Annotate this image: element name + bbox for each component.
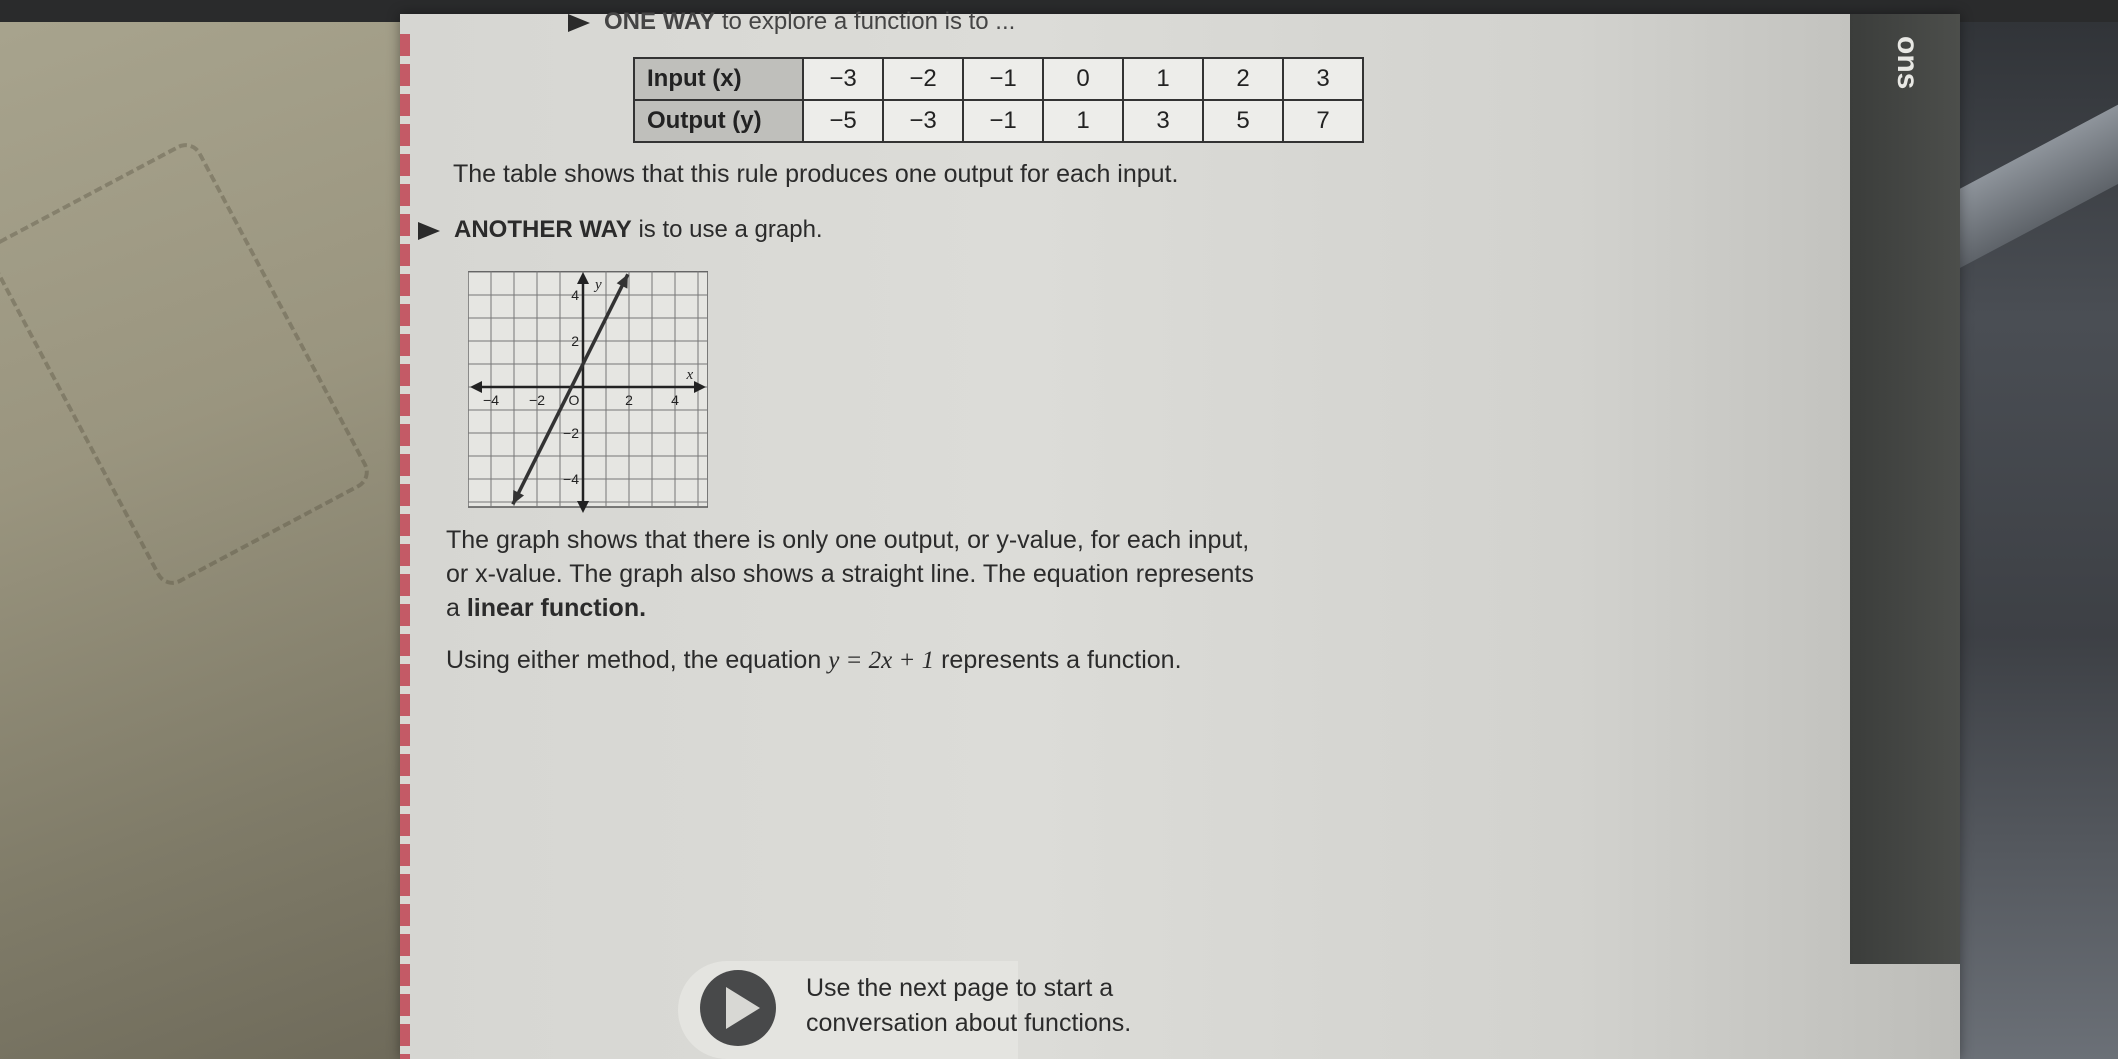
top-heading: ONE WAY to explore a function is to ... bbox=[568, 8, 1015, 36]
arrow-icon bbox=[418, 222, 440, 240]
x-tick-label: −2 bbox=[529, 392, 545, 408]
table-cell: −3 bbox=[803, 58, 883, 100]
equation: y = 2x + 1 bbox=[828, 647, 935, 674]
table-cell: −2 bbox=[883, 58, 963, 100]
footer-line1: Use the next page to start a bbox=[806, 974, 1114, 1002]
table-cell: 0 bbox=[1043, 58, 1123, 100]
play-icon bbox=[726, 987, 760, 1029]
origin-label: O bbox=[568, 392, 580, 408]
y-tick-label: −4 bbox=[563, 471, 579, 487]
table-caption: The table shows that this rule produces one output for each input. bbox=[453, 160, 1179, 188]
table-cell: −5 bbox=[803, 100, 883, 142]
arrow-icon bbox=[568, 14, 590, 32]
table-cell: 1 bbox=[1123, 58, 1203, 100]
function-table bbox=[633, 57, 1364, 143]
x-tick-label: −4 bbox=[483, 392, 499, 408]
table-cell: 2 bbox=[1203, 58, 1283, 100]
graph-paragraph-line2: or x-value. The graph also shows a straight line. The equation represents bbox=[446, 560, 1254, 588]
table-cell: 7 bbox=[1283, 100, 1363, 142]
table-cell: 3 bbox=[1283, 58, 1363, 100]
another-way-heading: ANOTHER WAY is to use a graph. bbox=[418, 216, 823, 244]
table-cell: 5 bbox=[1203, 100, 1283, 142]
side-tab bbox=[1850, 14, 1960, 964]
table-header-input: Input (x) bbox=[634, 58, 803, 100]
side-tab-label: ons bbox=[1891, 36, 1924, 90]
x-tick-label: 2 bbox=[625, 392, 633, 408]
graph-paragraph-line1: The graph shows that there is only one output, or y-value, for each input, bbox=[446, 526, 1250, 554]
coordinate-graph bbox=[468, 271, 708, 515]
y-tick-label: 2 bbox=[571, 333, 579, 349]
y-tick-label: −2 bbox=[563, 425, 579, 441]
book-page bbox=[400, 8, 1960, 1059]
graph-grid bbox=[468, 271, 708, 507]
graph-paragraph-line3: a linear function. bbox=[446, 594, 647, 622]
page-edge-stripes bbox=[400, 34, 410, 1059]
table-cell: 1 bbox=[1043, 100, 1123, 142]
y-axis-label: y bbox=[595, 277, 602, 293]
table-header-output: Output (y) bbox=[634, 100, 803, 142]
fabric-pocket bbox=[0, 137, 375, 591]
table-cell: −3 bbox=[883, 100, 963, 142]
table-cell: 3 bbox=[1123, 100, 1203, 142]
conclusion-sentence: Using either method, the equation y = 2x + 1 represents a function. bbox=[446, 646, 1182, 674]
y-tick-label: 4 bbox=[571, 287, 579, 303]
x-axis-label: x bbox=[686, 367, 694, 383]
x-tick-label: 4 bbox=[671, 392, 679, 408]
table-cell: −1 bbox=[963, 58, 1043, 100]
table-row bbox=[634, 58, 1363, 100]
table-cell: −1 bbox=[963, 100, 1043, 142]
footer-line2: conversation about functions. bbox=[806, 1009, 1132, 1037]
background-fabric bbox=[0, 0, 420, 1059]
table-row bbox=[634, 100, 1363, 142]
graph-background bbox=[468, 271, 708, 507]
